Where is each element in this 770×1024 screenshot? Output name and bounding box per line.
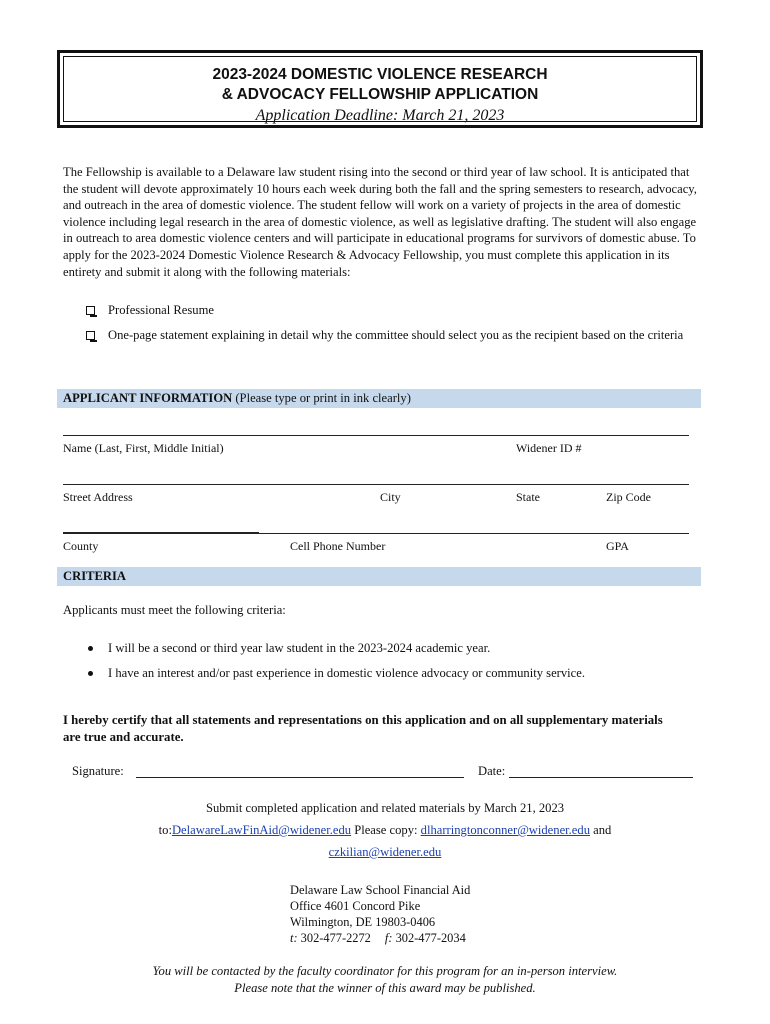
submission-email-line-2 <box>0 841 770 863</box>
bullet-icon <box>88 646 93 651</box>
signature-field-line[interactable] <box>136 777 464 778</box>
footer-note <box>0 963 770 997</box>
address-field-line[interactable] <box>63 484 689 485</box>
criteria-heading <box>57 567 701 586</box>
email-link-harrington[interactable]: dlharringtonconner@widener.edu <box>420 823 590 837</box>
title-line-2: & ADVOCACY FELLOWSHIP APPLICATION <box>221 86 539 103</box>
footer-line-1: You will be contacted by the faculty coordinator for this program for an in-person interview. <box>152 964 618 978</box>
section-note: (Please type or print in ink clearly) <box>232 391 411 405</box>
material-label: One-page statement explaining in detail why the committee should select you as the recipient based on the criteria <box>108 328 684 342</box>
gpa-label: GPA <box>606 539 629 553</box>
material-label: Professional Resume <box>108 303 214 317</box>
title-line-1: 2023-2024 DOMESTIC VIOLENCE RESEARCH <box>212 66 548 83</box>
material-item-statement <box>86 323 706 348</box>
phone-gpa-field-line[interactable] <box>259 533 689 534</box>
state-label: State <box>516 490 540 504</box>
criteria-item <box>88 636 688 661</box>
fax-number: 302-477-2034 <box>392 931 466 945</box>
city-label: City <box>380 490 401 504</box>
title-inner-border <box>63 56 697 122</box>
fax-label: f: <box>384 931 393 945</box>
date-field-line[interactable] <box>509 777 693 778</box>
footer-line-2: Please note that the winner of this award may be published. <box>234 981 536 995</box>
intro-paragraph: The Fellowship is available to a Delaware law student rising into the second or third year of law school. It is anticipated that the student will devote approximately 10 hours each week during both the fall and the spring semesters to research, advocacy, and outreach in the area of domestic violence. The student fellow will work on a variety of projects in the area of domestic violence including legal research in the area of domestic violence, as well as legislative drafting. The student will also engage in outreach to area domestic violence centers and will participate in educational programs for survivors of domestic abuse. To apply for the 2023-2024 Domestic Violence Research & Advocacy Fellowship, you must complete this application in its entirety and submit it along with the following materials: <box>63 165 697 279</box>
email-link-finaid[interactable]: DelawareLawFinAid@widener.edu <box>171 823 352 837</box>
checkbox-icon[interactable] <box>86 306 95 315</box>
section-title: CRITERIA <box>63 569 126 583</box>
material-item-resume <box>86 298 706 323</box>
county-field-line[interactable] <box>63 532 259 534</box>
county-label: County <box>63 539 99 553</box>
criteria-text: I will be a second or third year law student in the 2023-2024 academic year. <box>108 641 491 655</box>
address-line-2: Office 4601 Concord Pike <box>290 899 421 913</box>
criteria-text: I have an interest and/or past experience in domestic violence advocacy or community service. <box>108 666 585 680</box>
email-link-kilian[interactable]: czkilian@widener.edu <box>328 845 442 859</box>
address-line-3: Wilmington, DE 19803-0406 <box>290 915 436 929</box>
bullet-icon <box>88 671 93 676</box>
certification-statement: I hereby certify that all statements and representations on this application and on all supplementary materials are true and accurate. <box>63 713 663 744</box>
submission-line: Submit completed application and related materials by March 21, 2023 <box>205 801 565 815</box>
section-title: APPLICANT INFORMATION <box>63 391 233 405</box>
phone-number: 302-477-2272 <box>297 931 371 945</box>
applicant-info-heading <box>57 389 701 408</box>
contact-numbers <box>290 930 470 946</box>
copy-text: Please copy: <box>351 823 421 837</box>
criteria-item <box>88 661 688 686</box>
and-text: and <box>590 823 612 837</box>
materials-checklist <box>86 298 706 348</box>
to-prefix: to: <box>158 823 172 837</box>
title-box <box>57 50 703 128</box>
submission-emails-line <box>0 819 770 841</box>
criteria-list <box>88 636 688 686</box>
address-line-1: Delaware Law School Financial Aid <box>290 883 471 897</box>
name-id-field-line[interactable] <box>63 435 689 436</box>
name-label: Name (Last, First, Middle Initial) <box>63 441 224 455</box>
office-address <box>290 882 470 946</box>
date-label: Date: <box>478 764 506 778</box>
submission-instructions <box>0 797 770 863</box>
phone-label: t: <box>290 931 298 945</box>
zip-code-label: Zip Code <box>606 490 651 504</box>
criteria-intro: Applicants must meet the following criteria: <box>63 603 286 617</box>
signature-label: Signature: <box>72 764 124 778</box>
street-address-label: Street Address <box>63 490 133 504</box>
widener-id-label: Widener ID # <box>516 441 582 455</box>
cell-phone-label: Cell Phone Number <box>290 539 386 553</box>
checkbox-icon[interactable] <box>86 331 95 340</box>
application-deadline: Application Deadline: March 21, 2023 <box>255 107 505 124</box>
